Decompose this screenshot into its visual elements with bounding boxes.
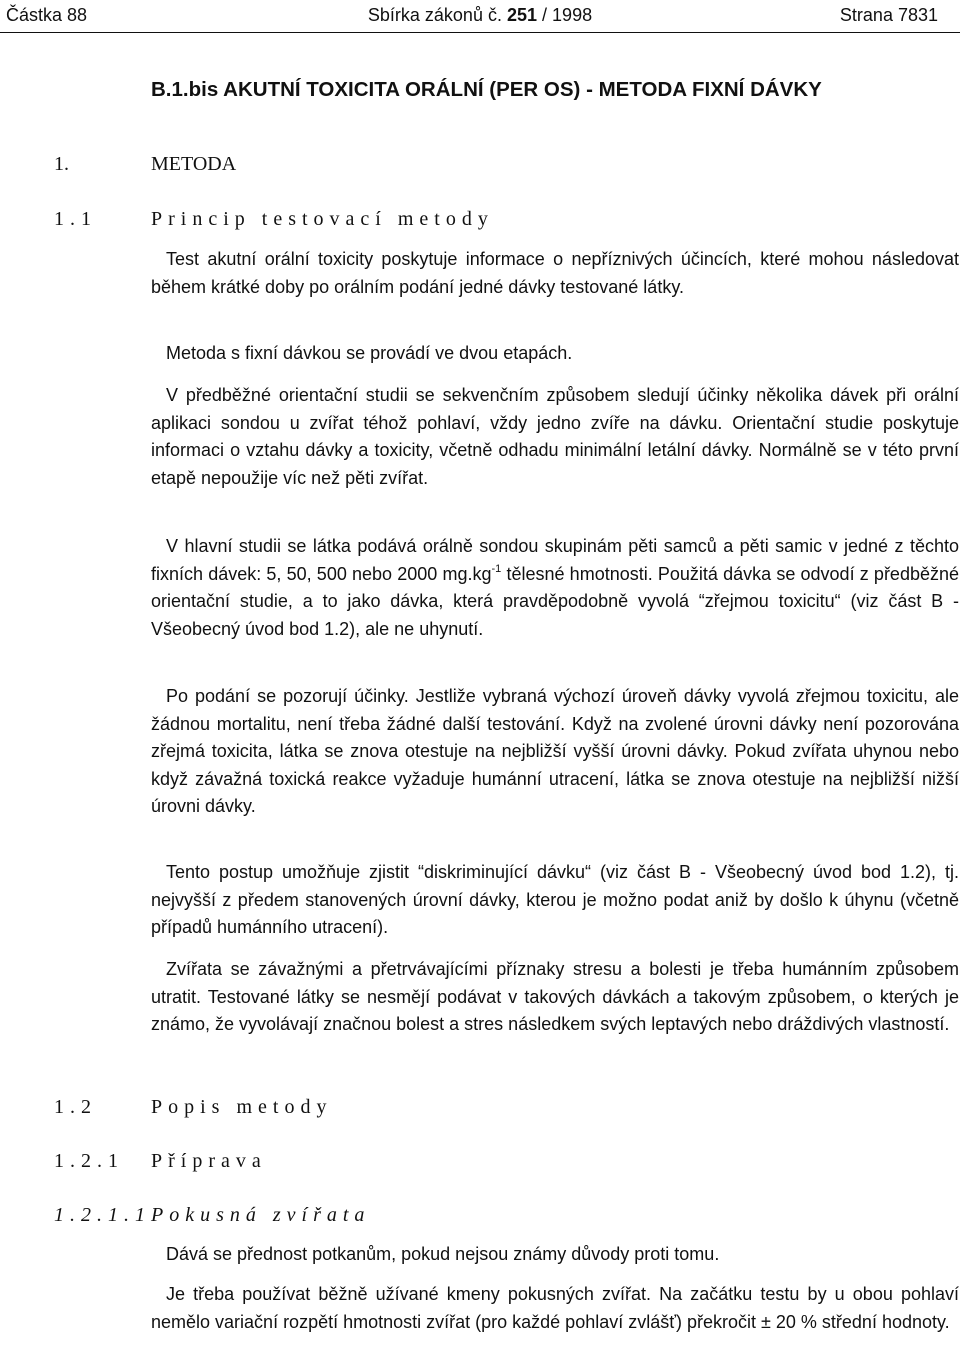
section-number: 1.1 [54,208,97,230]
issue-number: Částka 88 [6,5,88,25]
section-title: Popis metody [151,1096,333,1118]
section-title: METODA [151,153,237,175]
paragraph-test-info: Test akutní orální toxicity poskytuje informace o nepříznivých účincích, které mohou následovat během krátké doby po orálním podání jedné dávky testované látky. [151,249,959,297]
collection-year: / 1998 [542,5,593,25]
section-number: 1. [54,153,69,175]
section-title: Princip testovací metody [151,208,494,230]
document-title: B.1.bis AKUTNÍ TOXICITA ORÁLNÍ (PER OS) - METODA FIXNÍ DÁVKY [151,78,822,101]
law-number: 251 [506,5,538,25]
paragraph-two-stages: Metoda s fixní dávkou se provádí ve dvou etapách. [166,343,573,363]
section-number: 1.2.1.1 [54,1204,151,1226]
main-study-text-end: tělesné hmotnosti. Použitá dávka se odvodí z předběžné orientační studie, a to jako dávka, která pravděpodobně vyvolá “zřejmou toxicitu“ (viz část B - Všeobecný úvod bod 1.2), ale ne uhynutí. [151,563,959,639]
paragraph-sighting-study: V předběžné orientační studii se sekvenčním způsobem sledují účinky několika dávek při orální aplikaci sondou u zvířat téhož pohlaví, vždy jedno zvíře na dávku. Orientační studie poskytuje informaci o vztahu dávky a toxicity, včetně odhadu minimální letální dávky. Normálně se v této první etapě nepoužije víc než pěti zvířat. [151,385,959,488]
paragraph-rats-preferred: Dává se přednost potkanům, pokud nejsou známy důvody proti tomu. [166,1244,720,1264]
collection-prefix: Sbírka zákonů č. [367,5,502,25]
page-header [0,0,960,32]
section-number: 1.2 [54,1096,97,1118]
section-title: Příprava [151,1150,267,1172]
header-divider [0,32,960,33]
main-study-text-start: V hlavní studii se látka podává orálně sondou skupinám pěti samců a pěti samic v jedné z těchto fixních dávek: 5, 50, 500 nebo 2000 mg.kg [151,536,959,584]
page-number: Strana 7831 [839,5,938,25]
paragraph-main-study [151,533,959,643]
paragraph-strains-weight: Je třeba používat běžně užívané kmeny pokusných zvířat. Na začátku testu by u obou pohlaví nemělo variační rozpětí hmotnosti zvířat (pro každé pohlaví zvlášť) překročit ± 20 % střední hodnoty. [151,1284,959,1332]
section-number: 1.2.1 [54,1150,124,1172]
paragraph-discriminating-dose: Tento postup umožňuje zjistit “diskriminující dávku“ (viz část B - Všeobecný úvod bod 1.2), tj. nejvyšší z předem stanovených úrovní dávky, kterou je možno podat aniž by došlo k úhynu (včetně případů humánního utracení). [151,862,959,937]
section-title: Pokusná zvířata [151,1204,371,1226]
paragraph-humane-killing: Zvířata se závažnými a přetrvávajícími příznaky stresu a bolesti je třeba humánním způsobem utratit. Testované látky se nesmějí podávat v takových dávkách a takovým způsobem, o kterých je známo, že vyvolávají značnou bolest a stres následkem svých leptavých nebo dráždivých vlastností. [151,959,959,1034]
paragraph-observations: Po podání se pozorují účinky. Jestliže vybraná výchozí úroveň dávky vyvolá zřejmou toxicitu, ale žádnou mortalitu, není třeba žádné další testování. Když na zvolené úrovni dávky není pozorována zřejmá toxicita, látka se znova otestuje na nejbližší vyšší úrovni dávky. Pokud zvířata uhynou nebo když závažná toxická reakce vyžaduje humánní utracení, látka se znova otestuje na nejbližší nižší úrovni dávky. [151,686,959,816]
unit-exponent: -1 [491,562,502,575]
collection-title [0,1,960,29]
